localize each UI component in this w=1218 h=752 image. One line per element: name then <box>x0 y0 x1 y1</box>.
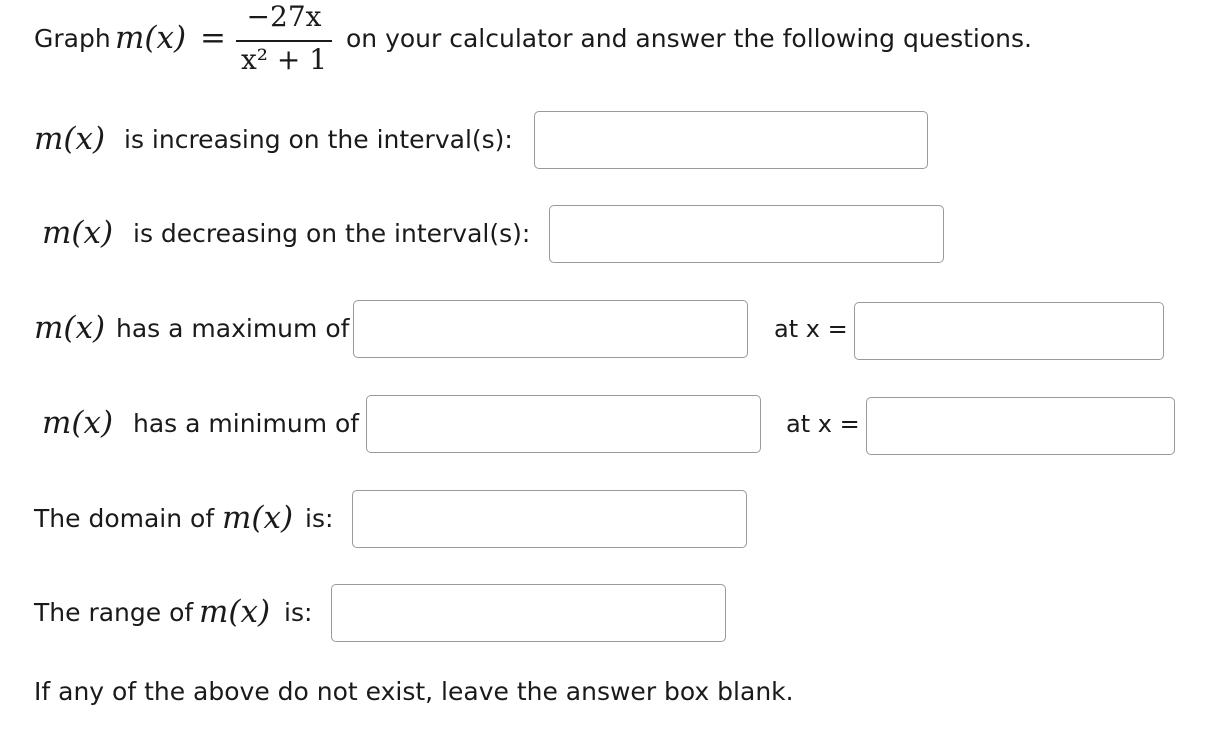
graph-word: Graph <box>34 24 111 53</box>
fraction-numerator: −27x <box>246 0 322 33</box>
maximum-label: has a maximum of <box>116 314 350 343</box>
domain-input[interactable] <box>352 490 747 548</box>
minimum-function-label: m(x) <box>42 405 114 441</box>
increasing-function-label: m(x) <box>34 121 106 157</box>
decreasing-input[interactable] <box>549 205 944 263</box>
domain-suffix: is: <box>305 504 334 533</box>
blank-answer-note: If any of the above do not exist, leave the answer box blank. <box>34 677 794 706</box>
range-prefix: The range of <box>34 598 194 627</box>
range-function-label: m(x) <box>199 594 271 630</box>
decreasing-function-label: m(x) <box>42 215 114 251</box>
fraction-denominator: x² + 1 <box>240 43 328 76</box>
maximum-function-label: m(x) <box>34 310 106 346</box>
equals-sign: = <box>200 20 226 56</box>
decreasing-label: is decreasing on the interval(s): <box>133 219 531 248</box>
increasing-label: is increasing on the interval(s): <box>124 125 513 154</box>
minimum-at-x-label: at x = <box>786 410 860 438</box>
minimum-x-input[interactable] <box>866 397 1175 455</box>
function-fraction <box>236 0 332 84</box>
fraction-bar <box>236 40 332 42</box>
function-name: m(x) <box>115 20 187 56</box>
range-input[interactable] <box>331 584 726 642</box>
increasing-input[interactable] <box>534 111 928 169</box>
range-suffix: is: <box>284 598 313 627</box>
domain-prefix: The domain of <box>34 504 215 533</box>
maximum-at-x-label: at x = <box>774 315 848 343</box>
domain-function-label: m(x) <box>222 500 294 536</box>
instruction-text: on your calculator and answer the following questions. <box>346 24 1032 53</box>
minimum-label: has a minimum of <box>133 409 360 438</box>
minimum-value-input[interactable] <box>366 395 761 453</box>
maximum-x-input[interactable] <box>854 302 1164 360</box>
maximum-value-input[interactable] <box>353 300 748 358</box>
